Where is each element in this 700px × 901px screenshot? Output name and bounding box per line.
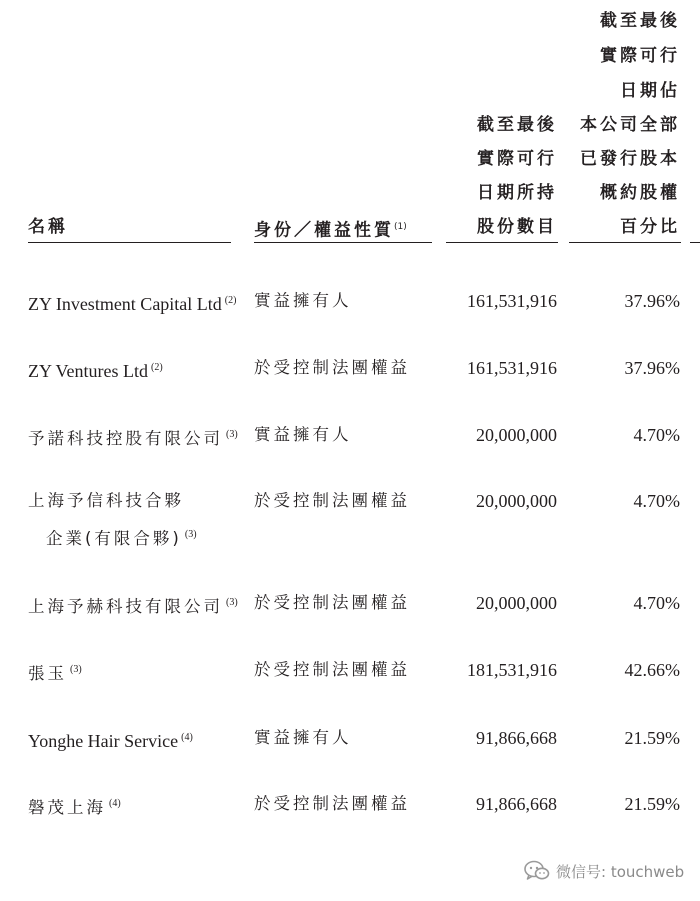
row-4-name-line-2-text: 企業(有限合夥)	[46, 529, 182, 548]
row-1-name-text: ZY Investment Capital Ltd	[28, 294, 222, 314]
row-3-capacity: 實益擁有人	[254, 425, 352, 444]
row-8-capacity: 於受控制法團權益	[254, 794, 410, 813]
row-2-name	[28, 358, 163, 381]
wechat-icon	[524, 860, 550, 882]
row-8-note: (4)	[109, 798, 121, 809]
row-3-name-text: 予諾科技控股有限公司	[28, 429, 223, 448]
row-1-shares: 161,531,916	[467, 291, 557, 311]
row-4-percent: 4.70%	[633, 491, 680, 511]
row-7-note: (4)	[181, 732, 193, 743]
row-2-name-text: ZY Ventures Ltd	[28, 361, 148, 381]
row-5-shares: 20,000,000	[476, 593, 557, 613]
row-1-percent: 37.96%	[624, 291, 680, 311]
rule-capacity	[254, 242, 432, 243]
row-8-name	[28, 794, 121, 818]
watermark-text: 微信号: touchweb	[556, 862, 685, 881]
row-6-capacity: 於受控制法團權益	[254, 660, 410, 679]
row-1-name	[28, 291, 236, 314]
row-7-capacity: 實益擁有人	[254, 728, 352, 747]
row-7-name-text: Yonghe Hair Service	[28, 731, 179, 751]
row-5-name-text: 上海予赫科技有限公司	[28, 597, 223, 616]
header-percent-line-6: 概約股權	[600, 183, 680, 203]
row-3-note: (3)	[226, 429, 238, 440]
row-8-shares: 91,866,668	[476, 794, 557, 814]
row-7-shares: 91,866,668	[476, 728, 557, 748]
row-3-name	[28, 425, 238, 449]
row-5-name	[28, 593, 238, 617]
header-shares-line-4: 股份數目	[477, 217, 557, 237]
header-capacity	[254, 217, 407, 241]
header-shares-line-2: 實際可行	[477, 149, 557, 169]
header-percent-line-3: 日期佔	[620, 81, 680, 101]
rule-percent	[569, 242, 681, 243]
header-percent-line-4: 本公司全部	[580, 115, 680, 135]
row-2-shares: 161,531,916	[467, 358, 557, 378]
row-5-capacity: 於受控制法團權益	[254, 593, 410, 612]
rule-name	[28, 242, 231, 243]
watermark	[524, 858, 684, 884]
row-6-name-text: 張玉	[28, 664, 67, 683]
row-1-note: (2)	[224, 295, 237, 306]
header-shares-line-3: 日期所持	[477, 183, 557, 203]
row-4-capacity: 於受控制法團權益	[254, 491, 410, 510]
row-4-shares: 20,000,000	[476, 491, 557, 511]
row-6-note: (3)	[70, 664, 82, 675]
row-2-percent: 37.96%	[624, 358, 680, 378]
row-6-percent: 42.66%	[624, 660, 680, 680]
row-3-percent: 4.70%	[633, 425, 680, 445]
row-4-name: 上海予信科技合夥	[28, 491, 184, 510]
row-6-shares: 181,531,916	[467, 660, 557, 680]
row-4-note: (3)	[184, 529, 197, 540]
row-7-name	[28, 728, 193, 751]
row-5-note: (3)	[226, 597, 238, 608]
header-percent-line-2: 實際可行	[600, 46, 680, 66]
rule-shares	[446, 242, 558, 243]
header-percent-line-1: 截至最後	[600, 11, 680, 31]
header-capacity-label: 身份／權益性質	[254, 220, 394, 241]
rule-edge	[690, 242, 700, 243]
row-5-percent: 4.70%	[633, 593, 680, 613]
header-percent-line-7: 百分比	[620, 217, 680, 237]
row-7-percent: 21.59%	[624, 728, 680, 748]
header-name: 名稱	[28, 217, 68, 237]
header-percent-line-5: 已發行股本	[580, 149, 680, 169]
row-3-shares: 20,000,000	[476, 425, 557, 445]
header-shares-line-1: 截至最後	[477, 115, 557, 135]
row-4-name-line-2	[46, 525, 197, 549]
row-1-capacity: 實益擁有人	[254, 291, 352, 310]
row-8-percent: 21.59%	[624, 794, 680, 814]
row-2-capacity: 於受控制法團權益	[254, 358, 410, 377]
row-6-name	[28, 660, 82, 684]
header-capacity-note: (1)	[394, 222, 407, 232]
row-8-name-text: 磐茂上海	[28, 798, 106, 817]
row-2-note: (2)	[150, 362, 163, 373]
